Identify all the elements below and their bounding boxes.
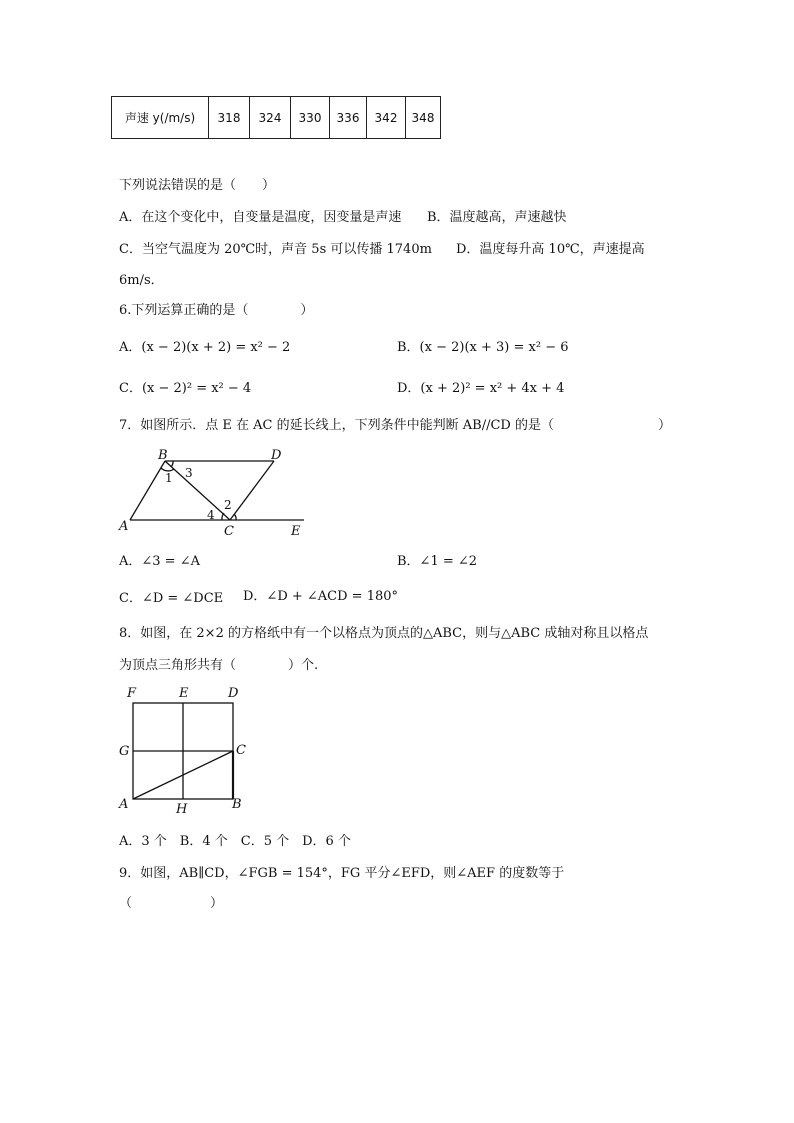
q7-option-b: B．∠1 = ∠2 — [397, 554, 478, 569]
q9-answer-paren: （ ） — [119, 896, 224, 911]
q7-option-a: A．∠3 = ∠A — [119, 554, 200, 569]
q6-option-c: C．(x − 2)² = x² − 4 — [119, 381, 252, 396]
q9-stem: 9．如图，AB∥CD，∠FGB = 154°，FG 平分∠EFD，则∠AEF 的度数等于 — [119, 866, 565, 881]
q8-stem: 8．如图，在 2×2 的方格纸中有一个以格点为顶点的△ABC，则与△ABC 成轴对称且以格点 — [119, 626, 649, 641]
line-ab — [130, 461, 165, 520]
table-cell: 330 — [291, 97, 330, 139]
table-cell: 318 — [209, 97, 250, 139]
q5-option-d: D．温度每升高 10℃，声速提高 — [456, 242, 645, 257]
q7-option-d: D．∠D + ∠ACD = 180° — [243, 589, 399, 604]
label-c: C — [224, 524, 234, 539]
speed-table — [111, 96, 441, 139]
label-d: D — [228, 686, 239, 701]
q6-option-a: A．(x − 2)(x + 2) = x² − 2 — [119, 340, 291, 355]
label-b: B — [158, 448, 168, 463]
label-c: C — [236, 743, 246, 758]
label-h: H — [176, 802, 188, 817]
angle-label-4: 4 — [207, 508, 215, 522]
angle-label-1: 1 — [165, 471, 173, 485]
angle-4-arc — [222, 513, 224, 520]
table-row — [112, 97, 441, 139]
angle-label-3: 3 — [185, 466, 193, 480]
q8-options: A．3 个 B．4 个 C．5 个 D．6 个 — [119, 834, 351, 849]
table-cell: 348 — [406, 97, 441, 139]
q5-stem: 下列说法错误的是（ ） — [119, 178, 276, 193]
q5-option-a: A．在这个变化中，自变量是温度，因变量是声速 — [119, 210, 402, 225]
table-cell: 336 — [330, 97, 367, 139]
table-header-cell: 声速 y(/m/s) — [112, 97, 209, 139]
q6-option-d: D．(x + 2)² = x² + 4x + 4 — [397, 381, 565, 396]
angle-label-2: 2 — [224, 498, 232, 512]
q5-option-c: C．当空气温度为 20℃时，声音 5s 可以传播 1740m — [119, 242, 432, 257]
label-f: F — [127, 686, 137, 701]
label-e: E — [291, 524, 301, 539]
label-b: B — [232, 797, 242, 812]
q6-stem: 6.下列运算正确的是（ ） — [119, 303, 314, 318]
line-cd — [230, 461, 274, 520]
q5-option-b: B．温度越高，声速越快 — [427, 210, 567, 225]
label-a: A — [119, 797, 129, 812]
angle-2-arc — [234, 514, 236, 520]
label-a: A — [119, 519, 129, 534]
line-bc — [165, 461, 230, 520]
table-cell: 342 — [367, 97, 406, 139]
table-cell: 324 — [250, 97, 291, 139]
q6-option-b: B．(x − 2)(x + 3) = x² − 6 — [397, 340, 569, 355]
label-d: D — [271, 448, 282, 463]
q7-stem: 7．如图所示．点 E 在 AC 的延长线上，下列条件中能判断 AB//CD 的是（ ） — [119, 418, 671, 433]
angle-3-arc — [171, 461, 173, 467]
q5-option-d-continued: 6m/s． — [119, 273, 164, 288]
q7-figure — [112, 443, 322, 543]
q7-option-c: C．∠D = ∠DCE — [119, 591, 224, 606]
label-e: E — [179, 686, 189, 701]
q8-figure — [112, 683, 262, 818]
label-g: G — [119, 744, 130, 759]
q8-stem-continued: 为顶点三角形共有（ ）个. — [119, 658, 319, 673]
